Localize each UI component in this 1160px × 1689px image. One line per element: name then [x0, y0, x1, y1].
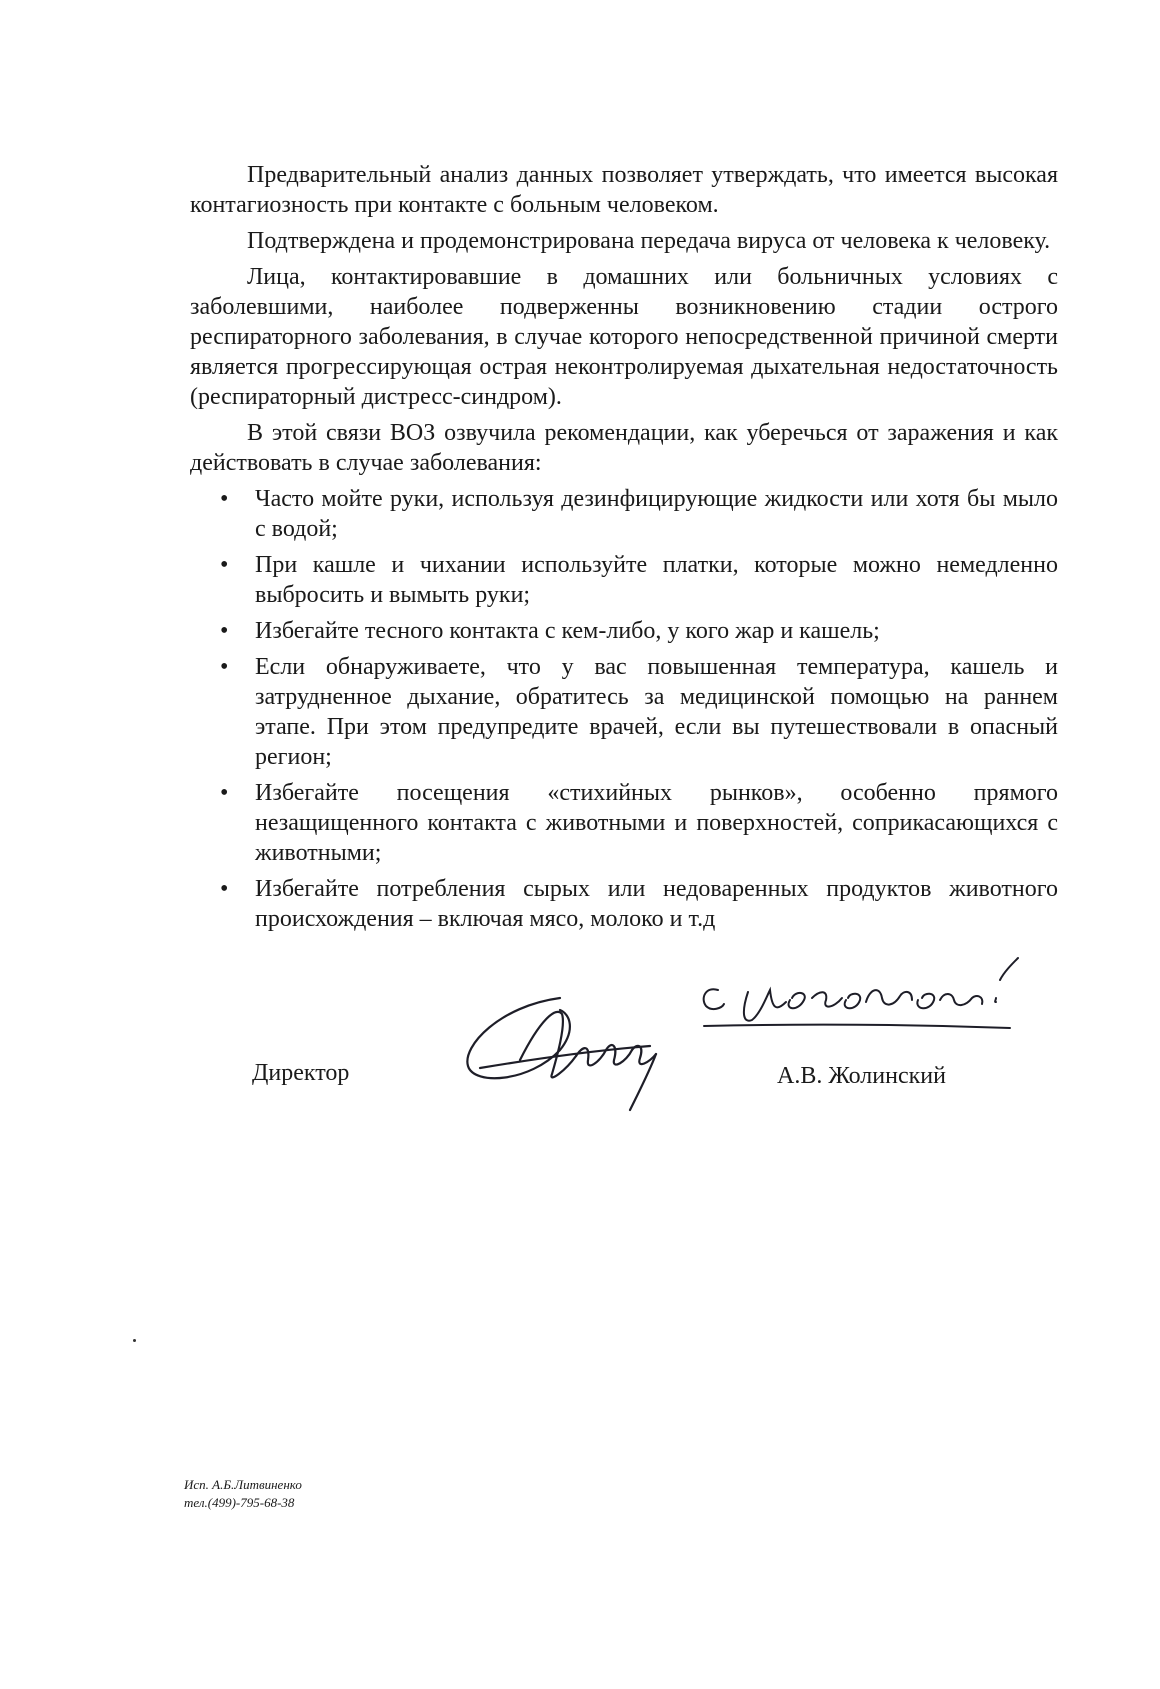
recommendations-list	[190, 484, 1058, 934]
director-name: А.В. Жолинский	[777, 1063, 946, 1089]
list-item-text: При кашле и чихании используйте платки, которые можно немедленно выбросить и вымыть руки;	[255, 552, 1058, 608]
handwriting-graphic	[0, 950, 1160, 1120]
executor-footer	[184, 1476, 302, 1512]
list-item	[190, 874, 1058, 934]
list-item-text: Избегайте тесного контакта с кем-либо, у кого жар и кашель;	[255, 618, 880, 644]
paragraph-1: Предварительный анализ данных позволяет утверждать, что имеется высокая контагиозность при контакте с больным человеком.	[190, 162, 1058, 218]
list-item-text: Избегайте потребления сырых или недоваренных продуктов животного происхождения – включая мясо, молоко и т.д	[255, 876, 1058, 932]
paragraph-3: Лица, контактировавшие в домашних или больничных условиях с заболевшими, наиболее подверженны возникновению стадии острого респираторного заболевания, в случае которого непосредственной причиной смерти является прогрессирующая острая неконтролируемая дыхательная недостаточность (респираторный дистресс-синдром).	[190, 264, 1058, 410]
director-signature-icon	[467, 998, 656, 1110]
scan-speck	[133, 1339, 136, 1342]
signature-block	[0, 950, 1160, 1120]
bullet-icon: •	[220, 618, 229, 644]
executor-phone: тел.(499)-795-68-38	[184, 1495, 295, 1510]
director-title: Директор	[252, 1060, 350, 1086]
letter-body	[190, 160, 1058, 940]
list-item	[190, 550, 1058, 610]
list-item	[190, 652, 1058, 772]
list-item	[190, 484, 1058, 544]
list-item	[190, 616, 1058, 646]
executor-name: Исп. А.Б.Литвиненко	[184, 1477, 302, 1492]
bullet-icon: •	[220, 552, 229, 578]
list-item-text: Избегайте посещения «стихийных рынков», особенно прямого незащищенного контакта с животными и поверхностей, соприкасающихся с животными;	[255, 780, 1058, 866]
paragraph-4: В этой связи ВОЗ озвучила рекомендации, как уберечься от заражения и как действовать в случае заболевания:	[190, 420, 1058, 476]
bullet-icon: •	[220, 654, 229, 680]
bullet-icon: •	[220, 780, 229, 806]
bullet-icon: •	[220, 876, 229, 902]
list-item-text: Часто мойте руки, используя дезинфицирующие жидкости или хотя бы мыло с водой;	[255, 486, 1058, 542]
list-item	[190, 778, 1058, 868]
paragraph-2: Подтверждена и продемонстрирована передача вируса от человека к человеку.	[247, 228, 1051, 254]
list-item-text: Если обнаруживаете, что у вас повышенная температура, кашель и затрудненное дыхание, обратитесь за медицинской помощью на раннем этапе. При этом предупредите врачей, если вы путешествовали в опасный регион;	[255, 654, 1058, 770]
handwritten-greeting-icon	[704, 958, 1018, 1028]
bullet-icon: •	[220, 486, 229, 512]
